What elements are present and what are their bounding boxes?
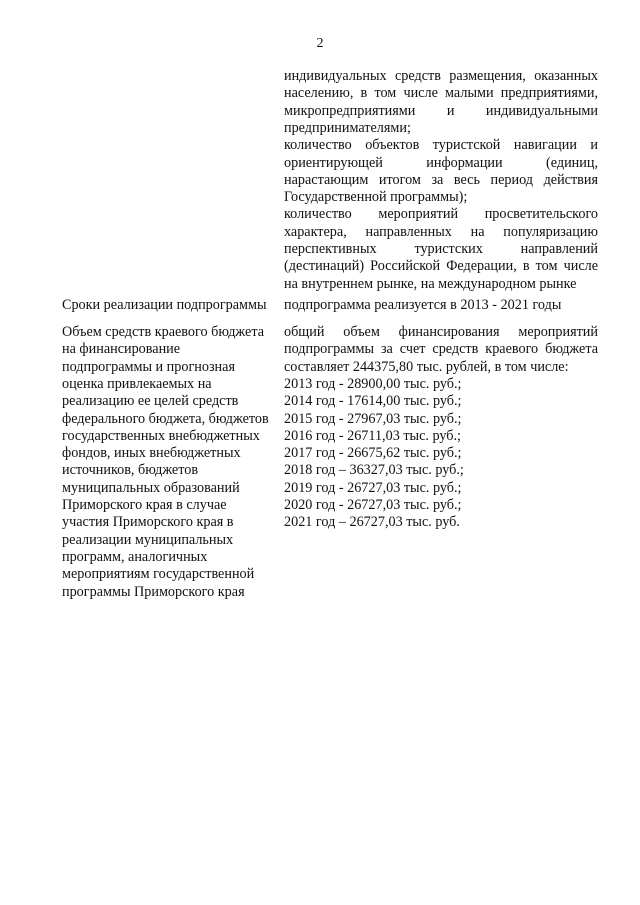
budget-value-line: 2020 год - 26727,03 тыс. руб.; (284, 497, 462, 513)
budget-value-line: 2018 год – 36327,03 тыс. руб.; (284, 462, 464, 479)
budget-label-line: мероприятиям государственной (62, 566, 255, 583)
continuation-line: количество мероприятий просветительского (284, 206, 598, 223)
budget-value-line: подпрограммы за счет средств краевого бюджета (284, 341, 598, 358)
continuation-line: предпринимателями; (284, 119, 411, 136)
continuation-line: перспективных туристских направлений (284, 241, 598, 257)
budget-value-line: 2014 год - 17614,00 тыс. руб.; (284, 393, 462, 410)
budget-label-line: федерального бюджета, бюджетов (62, 410, 269, 427)
continuation-line: нарастающим итогом за весь период действия (284, 171, 598, 188)
budget-value-line: составляет 244375,80 тыс. рублей, в том числе: (284, 358, 569, 375)
continuation-line: микропредприятиями и индивидуальными (284, 102, 598, 119)
terms-label: Сроки реализации подпрограммы (62, 297, 267, 313)
budget-value-line: общий объем финансирования мероприятий (284, 324, 598, 340)
budget-label-line: Объем средств краевого бюджета (62, 324, 265, 340)
budget-value-line: 2013 год - 28900,00 тыс. руб.; (284, 375, 462, 392)
budget-label-line: фондов, иных внебюджетных (62, 445, 241, 462)
terms-value: подпрограмма реализуется в 2013 - 2021 годы (284, 297, 562, 313)
page-number: 2 (316, 36, 324, 51)
budget-value-line: 2016 год - 26711,03 тыс. руб.; (284, 427, 461, 444)
budget-value-line: 2019 год - 26727,03 тыс. руб.; (284, 479, 462, 496)
budget-label-line: программ, аналогичных (62, 548, 208, 565)
budget-label-line: источников, бюджетов (62, 462, 199, 479)
budget-label-line: государственных внебюджетных (62, 427, 260, 444)
budget-label-line: на финансирование (62, 341, 181, 358)
budget-value-line: 2017 год - 26675,62 тыс. руб.; (284, 445, 462, 462)
budget-label-line: программы Приморского края (62, 583, 245, 600)
continuation-line: (дестинаций) Российской Федерации, в том числе (284, 258, 598, 275)
budget-label-line: оценка привлекаемых на (62, 375, 212, 392)
budget-label-line: реализацию ее целей средств (62, 393, 239, 410)
budget-value-line: 2015 год - 27967,03 тыс. руб.; (284, 410, 462, 427)
budget-value-line: 2021 год – 26727,03 тыс. руб. (284, 514, 460, 531)
continuation-line: на внутреннем рынке, на международном рынке (284, 275, 577, 292)
continuation-line: количество объектов туристской навигации и (284, 137, 598, 154)
continuation-line: населению, в том числе малыми предприятиями, (284, 85, 598, 102)
continuation-line: характера, направленных на популяризацию (284, 223, 598, 240)
budget-label-line: подпрограммы и прогнозная (62, 358, 235, 375)
continuation-line: индивидуальных средств размещения, оказанных (284, 68, 598, 84)
budget-label-line: Приморского края в случае (62, 497, 227, 513)
budget-label-line: реализации муниципальных (62, 531, 234, 548)
budget-label-line: муниципальных образований (62, 479, 240, 496)
continuation-line: ориентирующей информации (единиц, (284, 154, 598, 171)
continuation-line: Государственной программы); (284, 189, 468, 206)
budget-label-line: участия Приморского края в (62, 514, 234, 531)
